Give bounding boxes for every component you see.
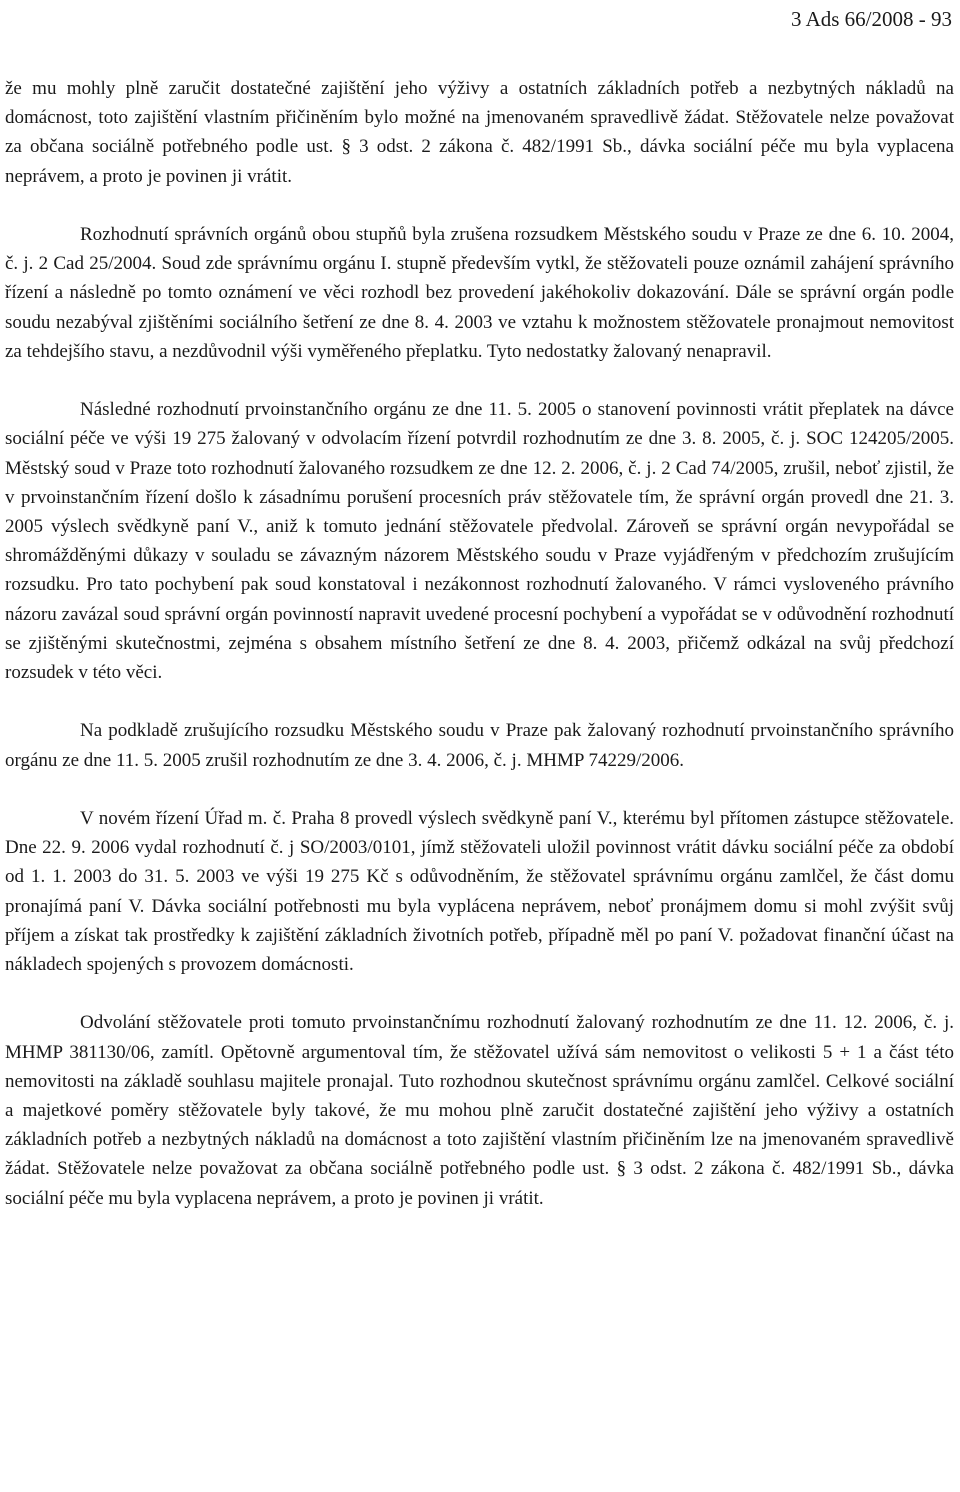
paragraph-new-proceedings: V novém řízení Úřad m. č. Praha 8 provedl výslech svědkyně paní V., kterému byl přítomen zástupce stěžovatele. Dne 22. 9. 2006 vydal rozhodnutí č. j SO/2003/0101, jímž stěžovateli uložil povinnost vrátit dávku sociální péče za období od 1. 1. 2003 do 31. 5. 2003 ve výši 19 275 Kč s odůvodněním, že stěžovatel správnímu orgánu zamlčel, že část domu pronajímá paní V. Dávka sociální potřebnosti mu byla vyplácena neprávem, neboť pronájmem domu si mohl zvýšit svůj příjem a získat tak prostředky k zajištění základních životních potřeb, případně měl po paní V. požadovat finanční účast na nákladech spojených s provozem domácnosti. xyxy=(5,808,954,976)
paragraph-subsequent-decision: Následné rozhodnutí prvoinstančního orgánu ze dne 11. 5. 2005 o stanovení povinnosti vrátit přeplatek na dávce sociální péče ve výši 19 275 žalovaný v odvolacím řízení potvrdil rozhodnutím ze dne 3. 8. 2005, č. j. SOC 124205/2005. Městský soud v Praze toto rozhodnutí žalovaného rozsudkem ze dne 12. 2. 2006, č. j. 2 Cad 74/2005, zrušil, neboť zjistil, že v prvoinstančním řízení došlo k zásadnímu porušení procesních práv stěžovatele tím, že správní orgán provedl dne 21. 3. 2005 výslech svědkyně paní V., aniž k tomuto jednání stěžovatele předvolal. Zároveň se správní orgán nevypořádal se shromážděnými důkazy v souladu se závazným názorem Městského soudu v Praze vyjádřeným v předchozím zrušujícím rozsudku. Pro tato pochybení pak soud konstatoval i nezákonnost rozhodnutí žalovaného. V rámci vysloveného právního názoru zavázal soud správní orgán povinností napravit uvedené procesní pochybení a vypořádat se v odůvodnění rozhodnutí se zjištěnými skutečnostmi, zejména s obsahem místního šetření ze dne 8. 4. 2003, přičemž odkázal na svůj předchozí rozsudek v této věci. xyxy=(5,399,954,684)
paragraph-defendant-annulment: Na podkladě zrušujícího rozsudku Městského soudu v Praze pak žalovaný rozhodnutí prvoinstančního správního orgánu ze dne 11. 5. 2005 zrušil rozhodnutím ze dne 3. 4. 2006, č. j. MHMP 74229/2006. xyxy=(5,720,954,771)
paragraph-appeal-rejected: Odvolání stěžovatele proti tomuto prvoinstančnímu rozhodnutí žalovaný rozhodnutím ze dne 11. 12. 2006, č. j. MHMP 381130/06, zamítl. Opětovně argumentoval tím, že stěžovatel užívá sám nemovitost o velikosti 5 + 1 a část této nemovitosti na základě souhlasu majitele pronajal. Tuto rozhodnou skutečnost správnímu orgánu zamlčel. Celkové sociální a majetkové poměry stěžovatele byly takové, že mu mohou plně zaručit dostatečné zajištění jeho výživy a ostatních základních potřeb a nezbytných nákladů na domácnost a toto zajištění vlastním přičiněním lze na jmenovaném spravedlivě žádat. Stěžovatele nelze považovat za občana sociálně potřebného podle ust. § 3 odst. 2 zákona č. 482/1991 Sb., dávka sociální péče mu byla vyplacena neprávem, a proto je povinen ji vrátit. xyxy=(5,1012,954,1209)
document-body xyxy=(5,74,954,1213)
case-reference: 3 Ads 66/2008 - 93 xyxy=(790,7,952,31)
paragraph-court-annulment: Rozhodnutí správních orgánů obou stupňů byla zrušena rozsudkem Městského soudu v Praze ze dne 6. 10. 2004, č. j. 2 Cad 25/2004. Soud zde správnímu orgánu I. stupně především vytkl, že stěžovateli pouze oznámil zahájení správního řízení a následně po tomto oznámení ve věci rozhodl bez provedení jakéhokoliv dokazování. Dále se správní orgán podle soudu nezabýval zjištěními sociálního šetření ze dne 8. 4. 2003 ve vztahu k možnostem stěžovatele pronajmout nemovitost za tehdejšího stavu, a nezdůvodnil výši vyměřeného přeplatku. Tyto nedostatky žalovaný nenapravil. xyxy=(5,224,954,362)
paragraph-continuation: že mu mohly plně zaručit dostatečné zajištění jeho výživy a ostatních základních potřeb a nezbytných nákladů na domácnost, toto zajištění vlastním přičiněním bylo možné na jmenovaném spravedlivě žádat. Stěžovatele nelze považovat za občana sociálně potřebného podle ust. § 3 odst. 2 zákona č. 482/1991 Sb., dávka sociální péče mu byla vyplacena neprávem, a proto je povinen ji vrátit. xyxy=(5,78,954,187)
